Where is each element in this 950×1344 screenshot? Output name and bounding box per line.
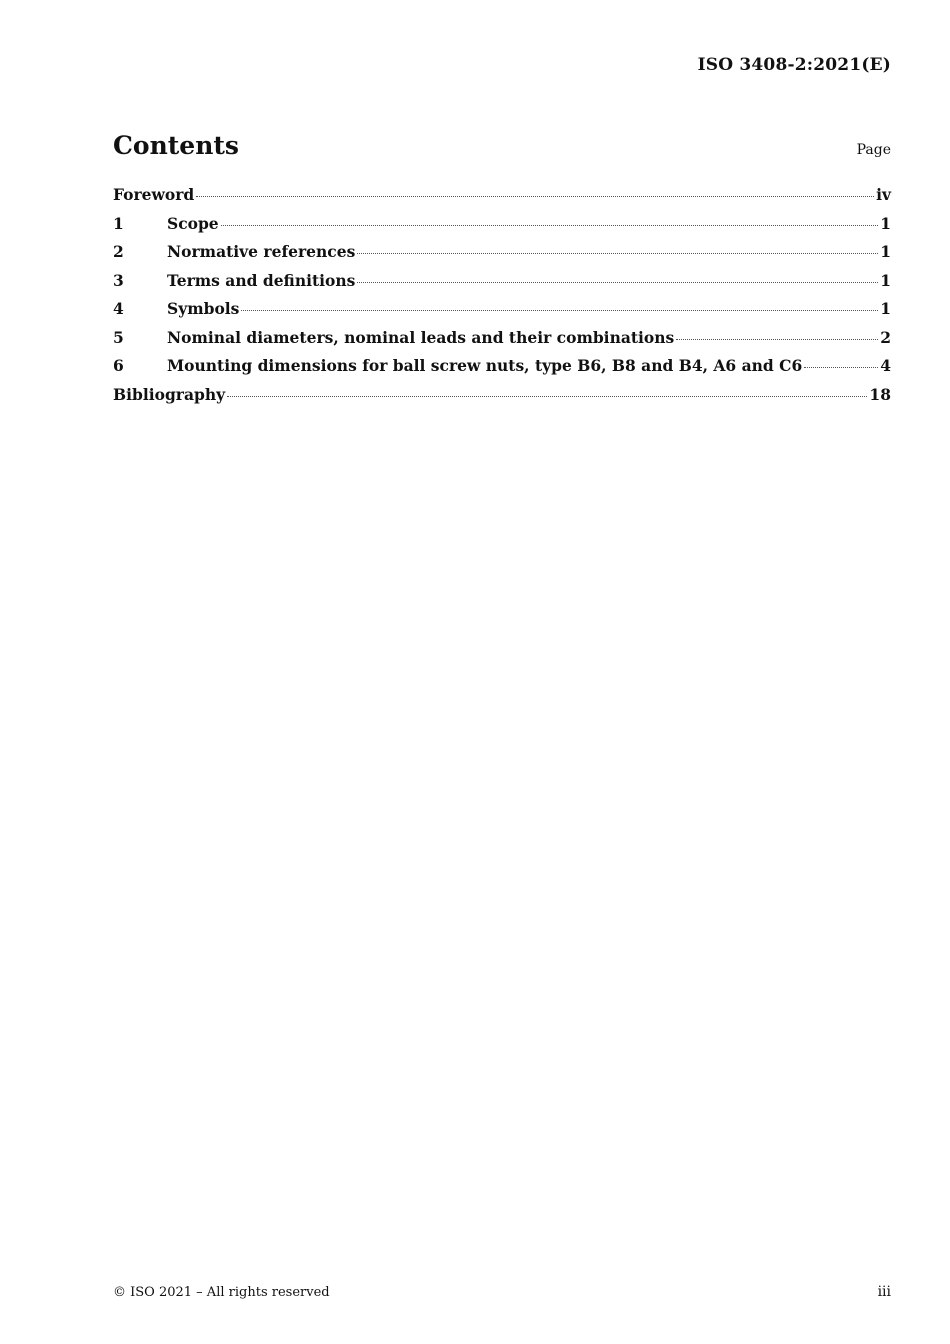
toc-entry-title: Bibliography (113, 384, 226, 404)
toc-entry-title: Normative references (167, 242, 356, 261)
toc-entry-number: 4 (113, 299, 124, 318)
toc-entry-page: 2 (880, 327, 891, 347)
toc-entry-title: Scope (167, 213, 219, 233)
dot-leader (241, 309, 878, 311)
toc-entry-terms-and-definitions[interactable] (113, 271, 891, 300)
page-column-label: Page (856, 142, 891, 158)
toc-entry-normative-references[interactable] (113, 242, 891, 271)
footer-page-number: iii (877, 1284, 891, 1300)
toc-entry-symbols[interactable] (113, 299, 891, 328)
toc-entry-title: Terms and definitions (167, 270, 356, 290)
table-of-contents (113, 185, 891, 413)
footer-copyright: © ISO 2021 – All rights reserved (113, 1285, 330, 1300)
dot-leader (221, 224, 879, 226)
toc-entry-page: 1 (880, 270, 891, 290)
toc-entry-title: Mounting dimensions for ball screw nuts, type B6, B8 and B4, A6 and C6 (167, 356, 803, 375)
toc-entry-page: 4 (880, 356, 891, 375)
dot-leader (357, 252, 878, 254)
toc-entry-page: 1 (880, 299, 891, 318)
toc-entry-scope[interactable] (113, 214, 891, 243)
toc-entry-nominal-diameters[interactable] (113, 328, 891, 357)
toc-entry-page: 18 (869, 384, 891, 404)
toc-entry-title: Nominal diameters, nominal leads and their combinations (167, 327, 675, 347)
dot-leader (676, 338, 878, 340)
toc-entry-number: 1 (113, 213, 124, 233)
toc-entry-title: Symbols (167, 299, 240, 318)
contents-heading: Contents (113, 131, 240, 160)
toc-entry-title: Foreword (113, 185, 195, 204)
dot-leader (227, 395, 867, 397)
toc-entry-number: 5 (113, 327, 124, 347)
toc-entry-number: 6 (113, 356, 124, 375)
toc-entry-number: 2 (113, 242, 124, 261)
dot-leader (804, 366, 878, 368)
toc-entry-bibliography[interactable] (113, 385, 891, 414)
toc-entry-page: 1 (880, 242, 891, 261)
dot-leader (196, 195, 874, 197)
toc-entry-foreword[interactable] (113, 185, 891, 214)
dot-leader (357, 281, 878, 283)
toc-entry-page: 1 (880, 213, 891, 233)
toc-entry-number: 3 (113, 270, 124, 290)
toc-entry-mounting-dimensions[interactable] (113, 356, 891, 385)
document-id: ISO 3408-2:2021(E) (697, 55, 891, 75)
toc-entry-page: iv (876, 185, 891, 204)
